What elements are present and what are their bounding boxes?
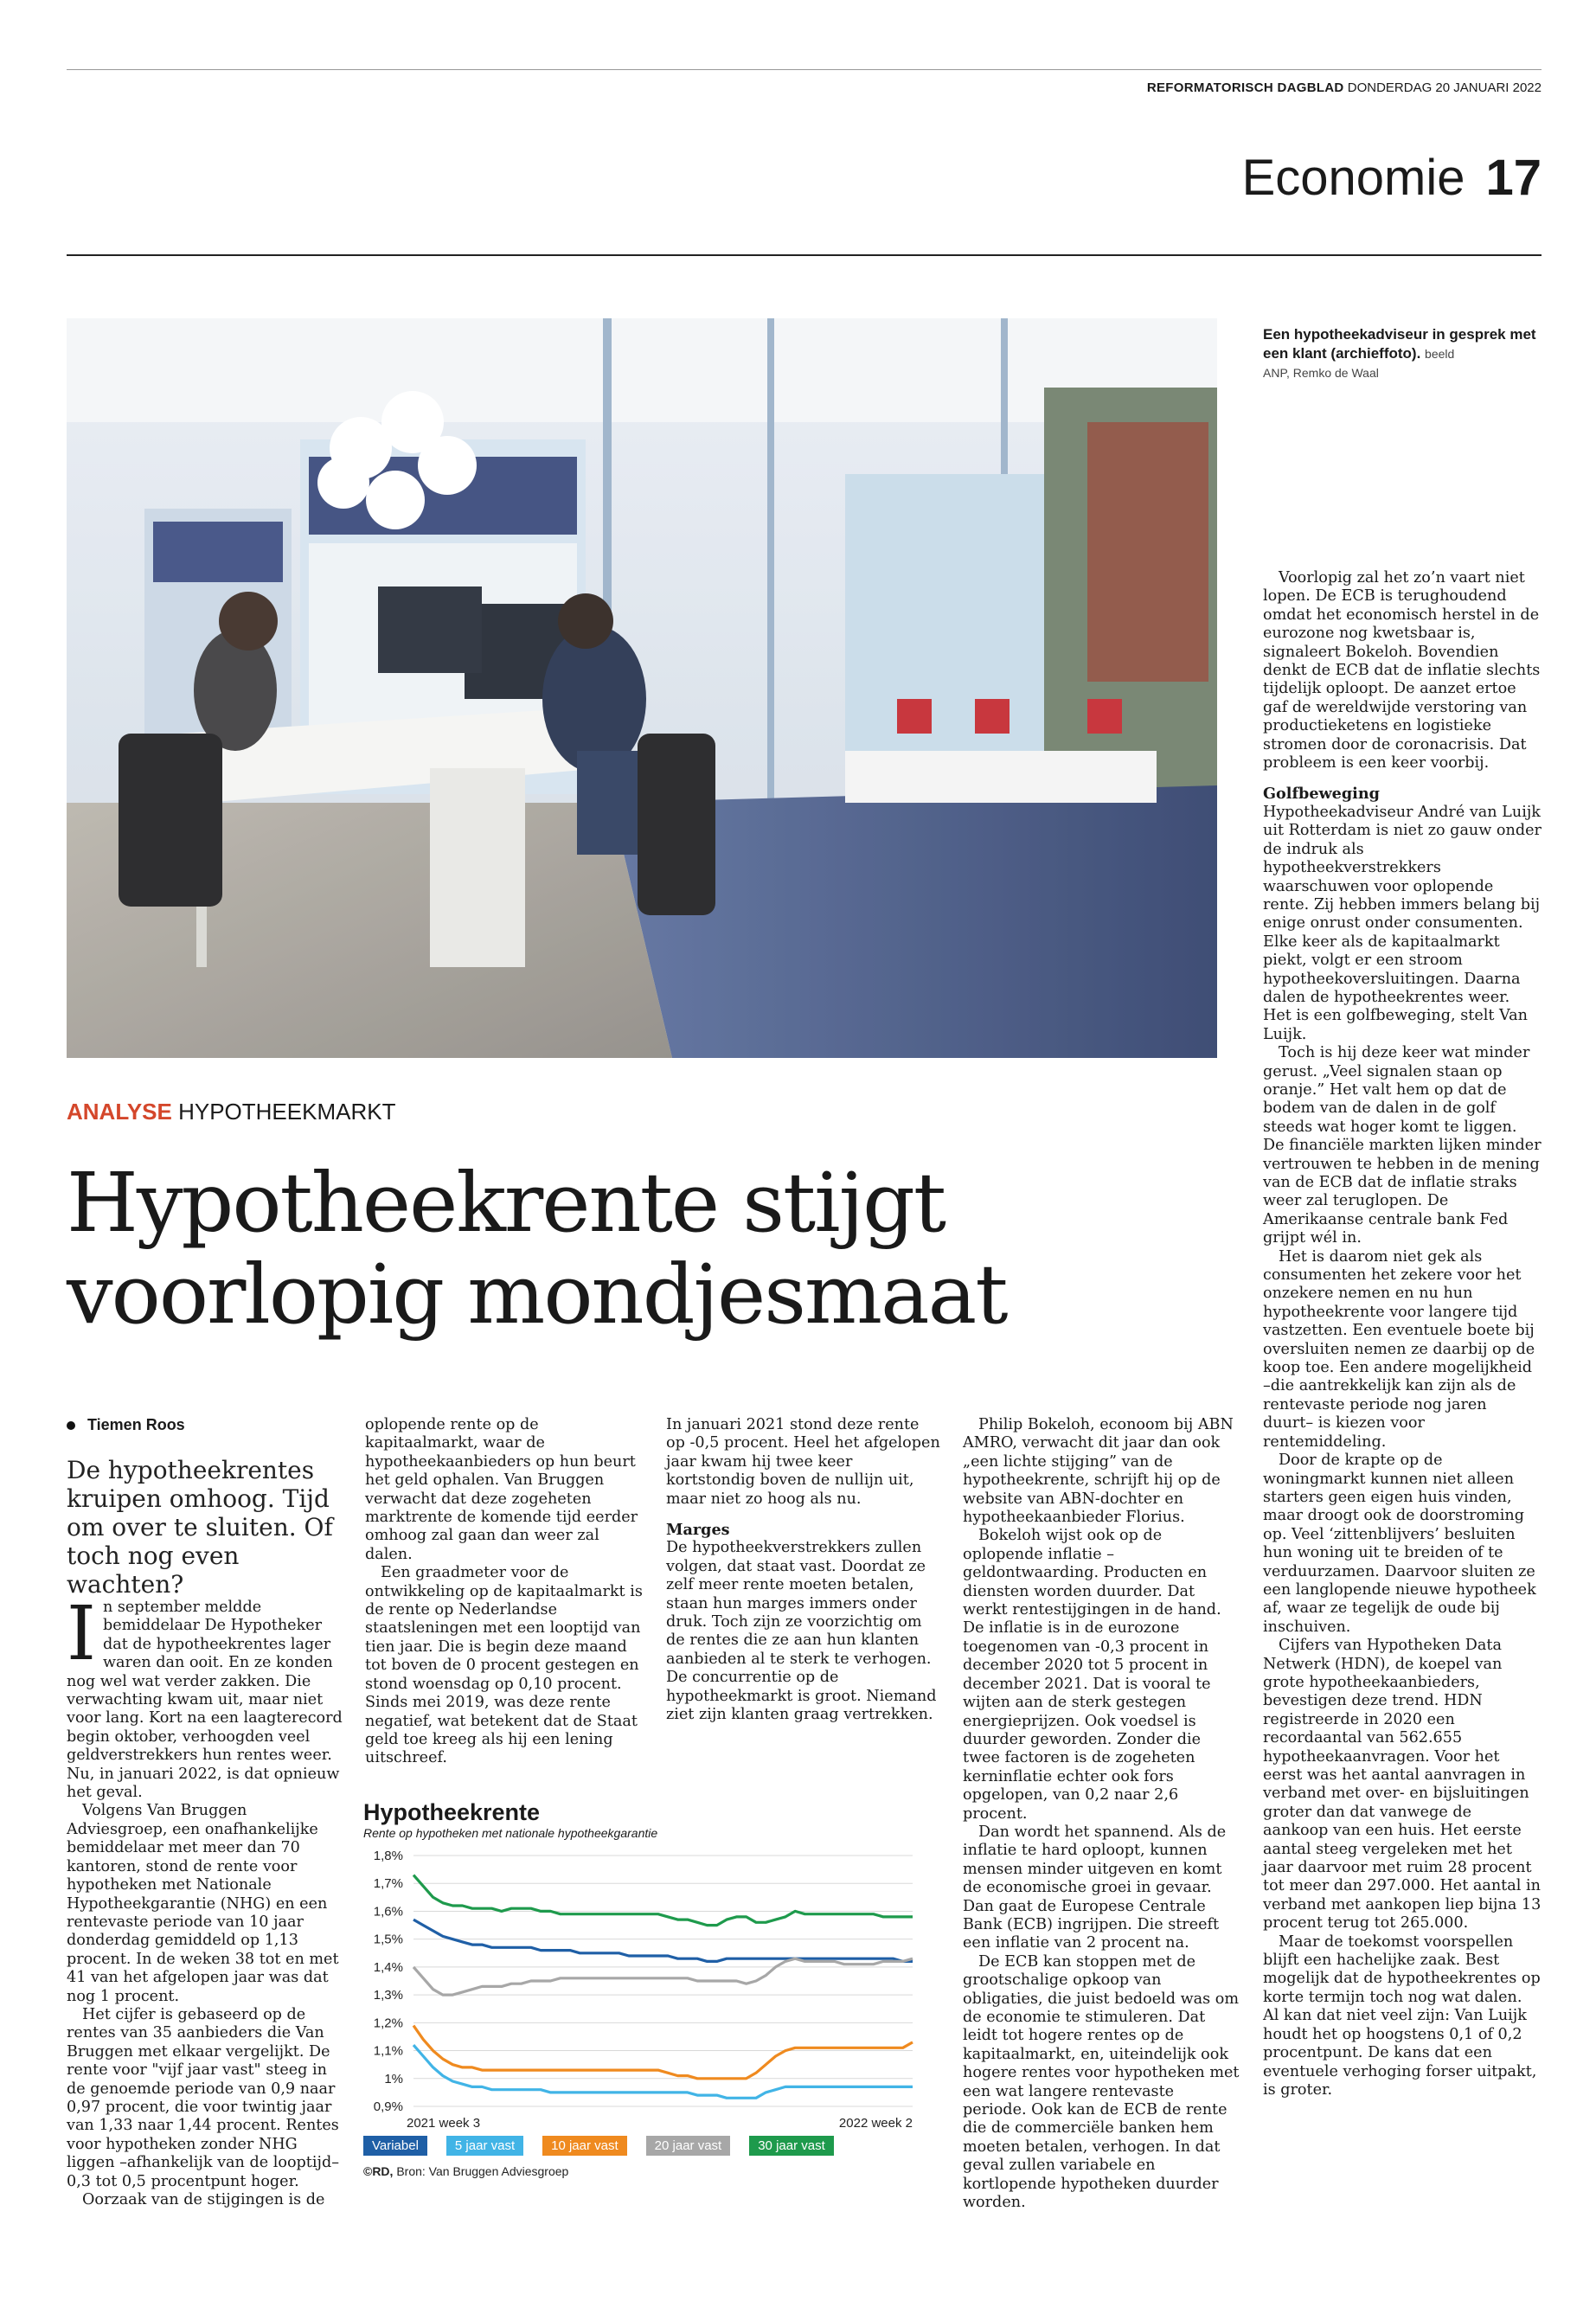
legend-variabel: Variabel (363, 2136, 427, 2156)
chart-copyright: ©RD, (363, 2164, 394, 2178)
paragraph: Philip Bokeloh, econoom bij ABN AMRO, verwacht dit jaar dan ook „een lichte stijging” van de hypotheekrente, schrijft hij op de website van ABN-dochter en hypotheekaanbieder Florius. (963, 1416, 1234, 1527)
drop-cap: I (67, 1591, 96, 1677)
paragraph: Cijfers van Hypotheken Data Netwerk (HDN), de koepel van grote hypotheekaanbieders, bevestigen deze trend. HDN registreerde in 2020 een recordaantal van 562.655 hypotheekaanvragen. Voor het eerst was het aantal aanvragen in verband met over- en bijsluitingen groter dan dat vanwege de aankoop van een huis. Het eerste aantal steeg vergeleken met het jaar daarvoor met ruim 28 procent tot meer dan 297.000. Het aantal in verband met aankopen liep bijna 13 procent terug tot 265.000. (1263, 1637, 1542, 1932)
article-photo (67, 318, 1217, 1058)
x-end-label: 2022 week 2 (838, 2116, 913, 2131)
headline (67, 1157, 1217, 1341)
legend-5-jaar-vast: 5 jaar vast (446, 2136, 523, 2156)
paragraph-text: n september meldde bemiddelaar De Hypotheker dat de hypotheekrentes lager waren dan ooit. En ze konden nog wel wat verder zakken. Die verwachting kwam uit, maar niet voor lang. Kort na een laagterecord begin oktober, verhoogden veel geldverstrekkers hun rentes weer. Nu, in januari 2022, is dat opnieuw het geval. (67, 1599, 343, 1802)
chart-plot (363, 1847, 939, 2132)
top-rule (67, 69, 1542, 70)
headline-line-1: Hypotheekrente stijgt (67, 1156, 945, 1251)
y-tick-label: 1,2% (373, 2016, 403, 2031)
chart-source-text: Bron: Van Bruggen Adviesgroep (396, 2164, 569, 2178)
series-line-variabel (413, 1920, 913, 1961)
series-line-10-jaar-vast (413, 2026, 913, 2079)
publication-name: REFORMATORISCH DAGBLAD (1146, 80, 1344, 95)
y-tick-label: 1,4% (373, 1959, 403, 1975)
interest-rate-chart (363, 1799, 939, 2232)
paragraph: Een graadmeter voor de ontwikkeling op de kapitaalmarkt is de rente op Nederlandse staatsleningen met een looptijd van tien jaar. Die is begin deze maand tot boven de 0 procent gestegen en stond woensdag op 0,10 procent. Sinds mei 2019, was deze rente negatief, wat betekent dat de Staat geld toe kreeg als hij een lening uitschreef. (365, 1564, 643, 1767)
paragraph: Door de krapte op de woningmarkt kunnen niet alleen starters geen eigen huis vinden, maar droogt ook de doorstroming op. Veel ‘zittenblijvers’ besluiten hun woning uit te breiden of te verduurzamen. Daarvoor sluiten ze een langlopende nieuwe hypotheek af, waar ze tegelijk de oude bij inschuiven. (1263, 1452, 1536, 1636)
headline-line-2: voorlopig mondjesmaat (67, 1247, 1007, 1343)
y-tick-label: 0,9% (373, 2099, 403, 2114)
paragraph: De ECB kan stoppen met de grootschalige opkoop van obligaties, die juist bedoeld was om de economie te stimuleren. Dat leidt tot hogere rentes op de kapitaalmarkt, en, uiteindelijk ook hogere rentes voor hypotheken met een wat langere rentevaste periode. Ook kan de ECB de rente die de commerciële banken hem moeten betalen, verhogen. In dat geval zullen variabele en kortlopende hypotheken duurder worden. (963, 1952, 1240, 2212)
y-tick-label: 1,5% (373, 1932, 403, 1947)
y-tick-label: 1,1% (373, 2043, 403, 2059)
subheading-marges: Marges (666, 1521, 730, 1540)
subheading-golfbeweging: Golfbeweging (1263, 785, 1380, 804)
column-1 (67, 1591, 348, 2209)
section-rule (67, 254, 1542, 256)
paragraph: De hypotheekverstrekkers zullen volgen, dat staat vast. Doordat ze zelf meer rente moeten betalen, staan hun marges immers onder druk. Toch zijn ze voorzichtig om de rentes die ze aan hun klanten aanbieden al te sterk te verhogen. De concurrentie op de hypotheekmarkt is groot. Niemand ziet zijn klanten graag vertrekken. (666, 1539, 937, 1724)
paragraph: Dan wordt het spannend. Als de inflatie te hard oploopt, kunnen mensen minder uitgeven en komt de economische groei in gevaar. Dan gaat de Europese Centrale Bank (ECB) ingrijpen. Die streeft een inflatie van 2 procent na. (963, 1823, 1227, 1952)
column-4 (963, 1416, 1240, 2212)
paragraph: Bokeloh wijst ook op de oplopende inflatie – geldontwaarding. Producten en diensten worden duurder. Dat werkt rentestijgingen in de hand. De inflatie is in de eurozone toegenomen van -0,3 procent in december 2020 tot 5 procent in december 2021. Dat is vooral te wijten aan de sterk gestegen energieprijzen. Ook voedsel is duurder geworden. Zonder die twee factoren is de zogeheten kerninflatie echter ook fors opgelopen, van 0,2 naar 2,6 procent. (963, 1527, 1221, 1823)
paragraph: Toch is hij deze keer wat minder gerust. „Veel signalen staan op oranje.” Het valt hem op dat de bodem van de dalen in de golf steeds wat hoger komt te liggen. De financiële markten lijken minder vertrouwen te hebben in de mening van de ECB dat de inflatie straks weer zal teruglopen. De Amerikaanse centrale bank Fed grijpt wél in. (1263, 1044, 1542, 1247)
masthead (67, 80, 1542, 95)
kicker-topic: HYPOTHEEKMARKT (178, 1099, 396, 1125)
chart-subtitle: Rente op hypotheken met nationale hypotheekgarantie (363, 1826, 658, 1840)
column-2 (365, 1416, 644, 1768)
y-tick-label: 1,3% (373, 1988, 403, 2003)
chart-source (363, 2164, 939, 2178)
column-3 (666, 1416, 941, 1725)
series-line-20-jaar-vast (413, 1958, 913, 1995)
column-5 (1263, 569, 1542, 2099)
author-name: Tiemen Roos (87, 1416, 185, 1433)
paragraph: Het is daarom niet gek als consumenten het zekere voor het onzekere nemen en nu hun hypotheekrente voor langere tijd vastzetten. Een eventuele boete bij oversluiten nemen ze daarbij op de koop toe. Een andere mogelijkheid –die aantrekkelijk kan zijn als de rentevaste periode nog jaren duurt– is kiezen voor rentemiddeling. (1263, 1247, 1535, 1451)
photo-credit: ANP, Remko de Waal (1263, 366, 1379, 380)
legend-10-jaar-vast: 10 jaar vast (542, 2136, 627, 2156)
paragraph: Volgens Van Bruggen Adviesgroep, een onafhankelijke bemiddelaar met meer dan 70 kantoren, stond de rente voor hypotheken met Nationale Hypotheekgarantie (NHG) en een rentevaste periode van 10 jaar donderdag gemiddeld op 1,13 procent. In de weken 38 tot en met 41 van het afgelopen jaar was dat nog 1 procent. (67, 1802, 339, 2005)
issue-date: DONDERDAG 20 JANUARI 2022 (1347, 80, 1542, 95)
paragraph: Voorlopig zal het zo’n vaart niet lopen. De ECB is terughoudend omdat het economisch herstel in de eurozone nog kwetsbaar is, signaleert Bokeloh. Bovendien denkt de ECB dat de inflatie slechts tijdelijk oploopt. De aanzet ertoe gaf de wereldwijde verstoring van productieketens en logistieke stromen door de coronacrisis. Dat probleem is een keer voorbij. (1263, 569, 1541, 772)
photo-caption (1263, 325, 1542, 382)
paragraph: Hypotheekadviseur André van Luijk uit Rotterdam is niet zo gauw onder de indruk als hypotheekverstrekkers waarschuwen voor oplopende rente. Zij hebben immers belang bij enige onrust onder consumenten. Elke keer als de kapitaalmarkt piekt, volgt er een stroom hypotheekoversluitingen. Daarna dalen de hypotheekrentes weer. Het is een golfbeweging, stelt Van Luijk. (1263, 803, 1542, 1043)
chart-title: Hypotheekrente (363, 1799, 541, 1825)
kicker-analyse: ANALYSE (67, 1099, 172, 1125)
section-name: Economie (1241, 150, 1465, 206)
byline (67, 1416, 185, 1434)
y-tick-label: 1,7% (373, 1876, 403, 1892)
x-start-label: 2021 week 3 (407, 2116, 481, 2131)
y-tick-label: 1,6% (373, 1904, 403, 1920)
paragraph: oplopende rente op de kapitaalmarkt, waar de hypotheekaanbieders op hun beurt het geld ophalen. Van Bruggen verwacht dat deze zogeheten marktrente de komende tijd eerder omhoog zal gaan dan weer zal dalen. (365, 1416, 638, 1563)
page-number: 17 (1485, 150, 1542, 206)
paragraph: Oorzaak van de stijgingen is de (82, 2191, 325, 2208)
credit-label: beeld (1425, 347, 1455, 361)
legend-20-jaar-vast: 20 jaar vast (646, 2136, 731, 2156)
paragraph: Maar de toekomst voorspellen blijft een hachelijke zaak. Best mogelijk dat de hypotheekrentes op korte termijn toch nog wat dalen. Al kan dat niet veel zijn: Van Luijk houdt het op hoogstens 0,1 of 0,2 procentpunt. De kans dat een eventuele verhoging forser uitpakt, is groter. (1263, 1932, 1541, 2099)
caption-text: Een hypotheekadviseur in gesprek met een klant (archieffoto). (1263, 326, 1536, 362)
y-tick-label: 1% (384, 2071, 403, 2086)
paragraph: In januari 2021 stond deze rente op -0,5 procent. Heel het afgelopen jaar kwam hij twee keer kortstondig boven de nullijn uit, maar niet zo hoog als nu. (666, 1416, 940, 1508)
kicker (67, 1099, 395, 1125)
intro-text: De hypotheekrentes kruipen omhoog. Tijd om over te sluiten. Of toch nog even wachten? (67, 1456, 333, 1599)
paragraph (67, 1591, 348, 1802)
office-photo-illustration (67, 318, 1217, 1058)
legend-30-jaar-vast: 30 jaar vast (749, 2136, 834, 2156)
paragraph: Het cijfer is gebaseerd op de rentes van 35 aanbieders die Van Bruggen met elkaar vergelijkt. De rente voor "vijf jaar vast" steeg in de genoemde periode van 0,9 naar 0,97 procent, die voor twintig jaar van 1,33 naar 1,44 procent. Rentes voor hypotheken zonder NHG liggen –afhankelijk van de looptijd– 0,3 tot 0,5 procentpunt hoger. (67, 2005, 340, 2190)
y-tick-label: 1,8% (373, 1849, 403, 1863)
series-line-30-jaar-vast (413, 1875, 913, 1926)
section-header (1242, 149, 1542, 207)
chart-legend (363, 2136, 939, 2156)
byline-bullet-icon (67, 1421, 75, 1430)
